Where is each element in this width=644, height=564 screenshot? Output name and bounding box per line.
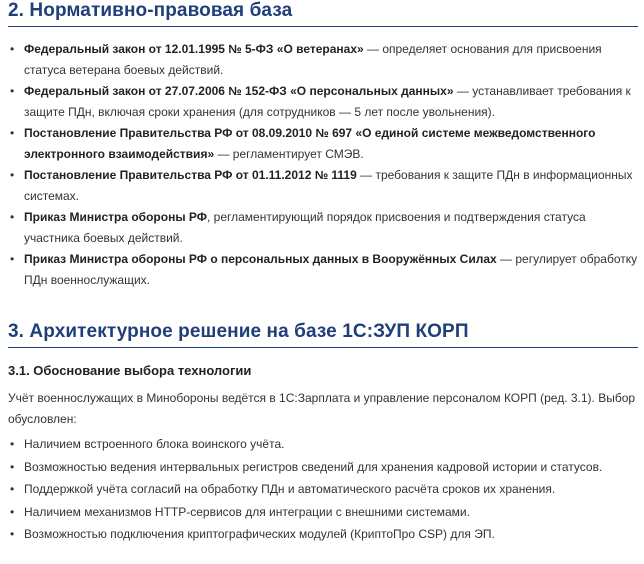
list-item bbox=[8, 165, 638, 207]
law-description: — устанавливает требования к защите ПДн, включая сроки хранения (для сотрудников — 5 лет после увольнения). bbox=[24, 84, 631, 119]
list-item bbox=[8, 457, 638, 478]
bullet-icon: • bbox=[10, 459, 15, 474]
bullet-icon: • bbox=[10, 482, 15, 496]
list-item bbox=[8, 434, 638, 455]
list-item bbox=[8, 81, 638, 123]
list-item bbox=[8, 207, 638, 249]
list-item bbox=[8, 123, 638, 165]
section-2-heading: 2. Нормативно-правовая база bbox=[8, 0, 638, 27]
law-title: Приказ Министра обороны РФ о персональных данных в Вооружённых Силах bbox=[24, 252, 497, 266]
law-title: Постановление Правительства РФ от 08.09.2010 № 697 «О единой системе межведомственного электронного взаимодействия» bbox=[24, 126, 596, 161]
bullet-icon: • bbox=[10, 437, 15, 451]
reason-text: Наличием встроенного блока воинского учёта. bbox=[24, 437, 285, 451]
list-item bbox=[8, 479, 638, 500]
list-item bbox=[8, 39, 638, 81]
law-description: — требования к защите ПДн в информационных системах. bbox=[24, 168, 633, 203]
law-title: Приказ Министра обороны РФ bbox=[24, 210, 207, 224]
bullet-icon: • bbox=[10, 126, 15, 140]
reason-text: Наличием механизмов HTTP-сервисов для интеграции с внешними системами. bbox=[24, 504, 470, 519]
law-description: — определяет основания для присвоения статуса ветерана боевых действий. bbox=[24, 42, 602, 77]
reason-text: Возможностью подключения криптографических модулей (КриптоПро CSP) для ЭП. bbox=[24, 527, 495, 541]
law-title: Федеральный закон от 27.07.2006 № 152-ФЗ «О персональных данных» bbox=[24, 84, 454, 98]
section-3-heading: 3. Архитектурное решение на базе 1С:ЗУП КОРП bbox=[8, 321, 638, 348]
reason-text: Поддержкой учёта согласий на обработку ПДн и автоматического расчёта сроков их хранения. bbox=[24, 482, 556, 496]
technology-reasons-list bbox=[8, 434, 638, 545]
law-description: — регламентирует СМЭВ. bbox=[214, 147, 364, 161]
law-description: , регламентирующий порядок присвоения и подтверждения статуса участника боевых действий. bbox=[24, 210, 586, 245]
bullet-icon: • bbox=[10, 527, 15, 541]
list-item bbox=[8, 502, 638, 523]
bullet-icon: • bbox=[10, 504, 15, 519]
law-description: — регулирует обработку ПДн военнослужащих. bbox=[24, 252, 638, 287]
bullet-icon: • bbox=[10, 252, 15, 266]
bullet-icon: • bbox=[10, 210, 15, 224]
list-item bbox=[8, 524, 638, 545]
subsection-3-1-heading: 3.1. Обоснование выбора технологии bbox=[8, 363, 252, 378]
bullet-icon: • bbox=[10, 84, 15, 98]
bullet-icon: • bbox=[10, 42, 15, 56]
intro-paragraph: Учёт военнослужащих в Минобороны ведётся в 1С:Зарплата и управление персоналом КОРП (ред. 3.1). Выбор обусловлен: bbox=[8, 391, 636, 426]
law-title: Постановление Правительства РФ от 01.11.2012 № 1119 bbox=[24, 168, 357, 182]
legal-basis-list bbox=[8, 39, 638, 291]
reason-text: Возможностью ведения интервальных регистров сведений для хранения кадровой истории и статусов. bbox=[24, 459, 603, 474]
law-title: Федеральный закон от 12.01.1995 № 5-ФЗ «О ветеранах» bbox=[24, 42, 364, 56]
bullet-icon: • bbox=[10, 168, 15, 182]
list-item bbox=[8, 249, 638, 291]
